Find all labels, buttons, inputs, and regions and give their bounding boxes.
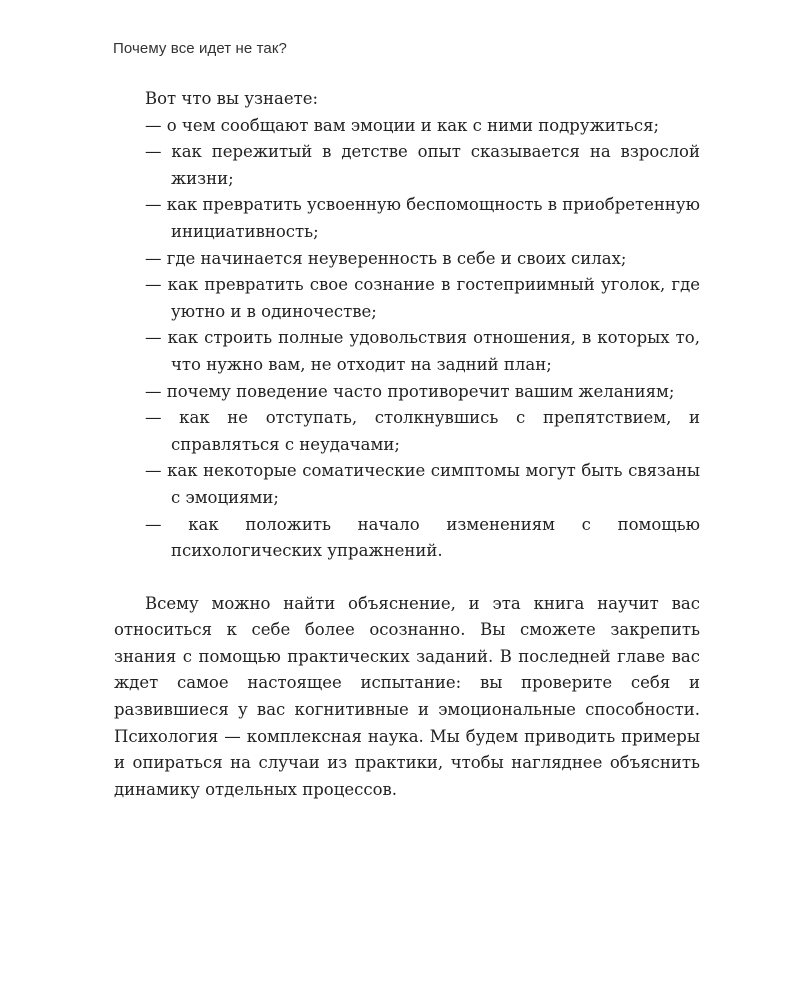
bullet-item: — как превратить усвоенную беспомощность в приобретенную инициативность; — [145, 195, 700, 241]
intro-line: Вот что вы узнаете: — [145, 89, 319, 108]
bullet-item: — как некоторые соматические симптомы могут быть связаны с эмоциями; — [145, 461, 700, 507]
bullet-item: — как положить начало изменениям с помощью психологических упражнений. — [145, 514, 700, 561]
bullet-item: — о чем сообщают вам эмоции и как с ними подружиться; — [145, 115, 660, 135]
paragraph-text: Всему можно найти объяснение, и эта книга научит вас относиться к себе более осознанно. Вы сможете закрепить знания с помощью практических заданий. В последней главе вас ждет самое настоящее испытание: вы проверите себя и развившиеся у вас когнитивные и эмоциональные способности. Психология — комплексная наука. Мы будем приводить примеры и опираться на случаи из практики, чтобы нагляднее объяснить динамику отдельных процессов. — [114, 593, 700, 799]
running-head: Почему все идет не так? — [113, 40, 287, 57]
bullet-item: — почему поведение часто противоречит вашим желаниям; — [145, 381, 675, 401]
body-paragraph — [114, 591, 700, 804]
bullet-item: — где начинается неуверенность в себе и своих силах; — [145, 248, 627, 268]
body-text — [114, 86, 700, 803]
bullet-item: — как превратить свое сознание в гостеприимный уголок, где уютно и в одиночестве; — [145, 275, 700, 321]
bullet-item: — как строить полные удовольствия отношения, в которых то, что нужно вам, не отходит на задний план; — [145, 328, 700, 374]
bullet-item: — как пережитый в детстве опыт сказывается на взрослой жизни; — [145, 142, 700, 188]
bullet-list — [145, 113, 700, 565]
bullet-item: — как не отступать, столкнувшись с препятствием, и справляться с неудачами; — [145, 408, 700, 454]
